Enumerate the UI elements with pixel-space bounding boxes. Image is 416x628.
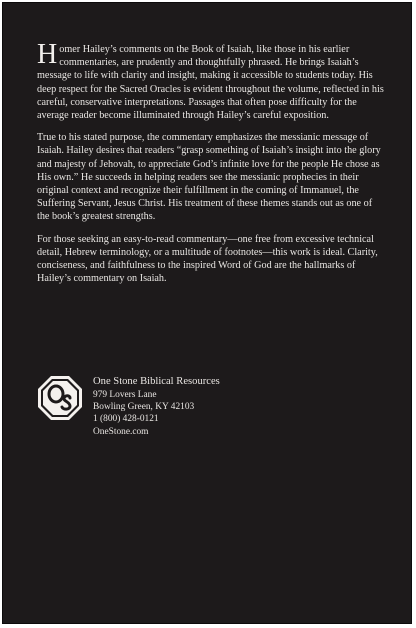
description-paragraph-3: For those seeking an easy-to-read commentary—one free from excessive technical detail, Hebrew terminology, or a multitude of footnotes—this work is ideal. Clarity, conciseness, and faithfulness to the inspired Word of God are the hallmarks of Hailey’s commentary on Isaiah.	[37, 233, 378, 285]
back-cover	[2, 2, 412, 624]
paragraph-1-text: omer Hailey’s comments on the Book of Isaiah, like those in his earlier commentaries, are prudently and thoughtfully phrased. He brings Isaiah’s message to life with clarity and insight, making it accessible to students today. His deep respect for the Sacred Oracles is evident throughout the volume, reflected in his careful, conservative interpretations. Passages that often pose difficulty for the average reader become illuminated through Hailey’s careful exposition.	[37, 44, 384, 122]
publisher-phone: 1 (800) 428-0121	[93, 414, 159, 425]
one-stone-logo-icon	[37, 375, 83, 421]
publisher-info	[93, 375, 220, 438]
publisher-address-line-1: 979 Lovers Lane	[93, 390, 157, 400]
publisher-address-line-2: Bowling Green, KY 42103	[93, 402, 195, 413]
publisher-website: OneStone.com	[93, 426, 149, 437]
publisher-block	[37, 375, 337, 445]
drop-cap: H	[37, 39, 58, 70]
cover-description	[37, 39, 385, 294]
description-paragraph-1	[37, 39, 385, 122]
publisher-name: One Stone Biblical Resources	[93, 376, 220, 387]
description-paragraph-2: True to his stated purpose, the commentary emphasizes the messianic message of Isaiah. Hailey desires that readers “grasp something of Isaiah’s insight into the glory and majesty of Jehovah, to appreciate God’s infinite love for the people He chose as His own.” He succeeds in helping readers see the messianic prophecies in their original context and recognize their fulfillment in the coming of Immanuel, the Suffering Servant, Jesus Christ. His treatment of these themes stands out as one of the book’s greatest strengths.	[37, 132, 381, 223]
